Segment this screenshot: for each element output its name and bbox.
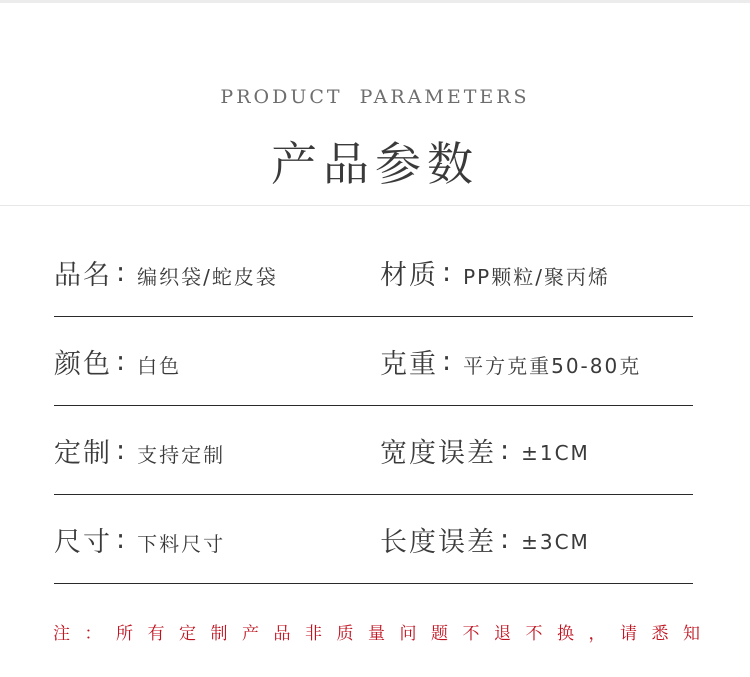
param-row [54,495,693,584]
param-colon: : [116,434,126,466]
param-value: 支持定制 [137,442,226,467]
param-label: 定制 [54,437,112,469]
param-label: 长度误差 [380,526,496,558]
param-value: 白色 [137,353,182,378]
header-divider [0,205,750,206]
param-length-tolerance [380,495,590,583]
param-colon: : [442,345,452,377]
param-material [380,228,610,316]
param-weight [380,317,641,405]
param-colon: : [116,256,126,288]
param-colon: : [500,434,510,466]
param-value: 平方克重50-80克 [463,353,642,378]
param-name [54,228,278,316]
param-label: 尺寸 [54,526,112,558]
param-customization [54,406,225,494]
param-size [54,495,225,583]
section-subtitle: PRODUCT PARAMETERS [220,86,530,108]
param-row [54,317,693,406]
row-divider [54,583,693,584]
param-label: 颜色 [54,348,112,380]
param-value: ±1CM [521,441,590,465]
param-colon: : [116,345,126,377]
param-label: 品名 [54,259,112,291]
param-width-tolerance [380,406,590,494]
param-label: 宽度误差 [380,437,496,469]
param-label: 克重 [380,348,438,380]
param-label: 材质 [380,259,438,291]
param-value: ±3CM [521,530,590,554]
param-value: PP颗粒/聚丙烯 [463,264,610,289]
param-row [54,406,693,495]
section-title: 产品参数 [271,137,479,191]
param-row [54,228,693,317]
param-value: 编织袋/蛇皮袋 [137,264,278,289]
param-colon: : [116,523,126,555]
param-colon: : [500,523,510,555]
param-colon: : [442,256,452,288]
param-color [54,317,181,405]
param-value: 下料尺寸 [137,531,226,556]
section-header [0,0,750,205]
return-policy-note: 注：所有定制产品非质量问题不退不换，请悉知 [53,624,715,644]
